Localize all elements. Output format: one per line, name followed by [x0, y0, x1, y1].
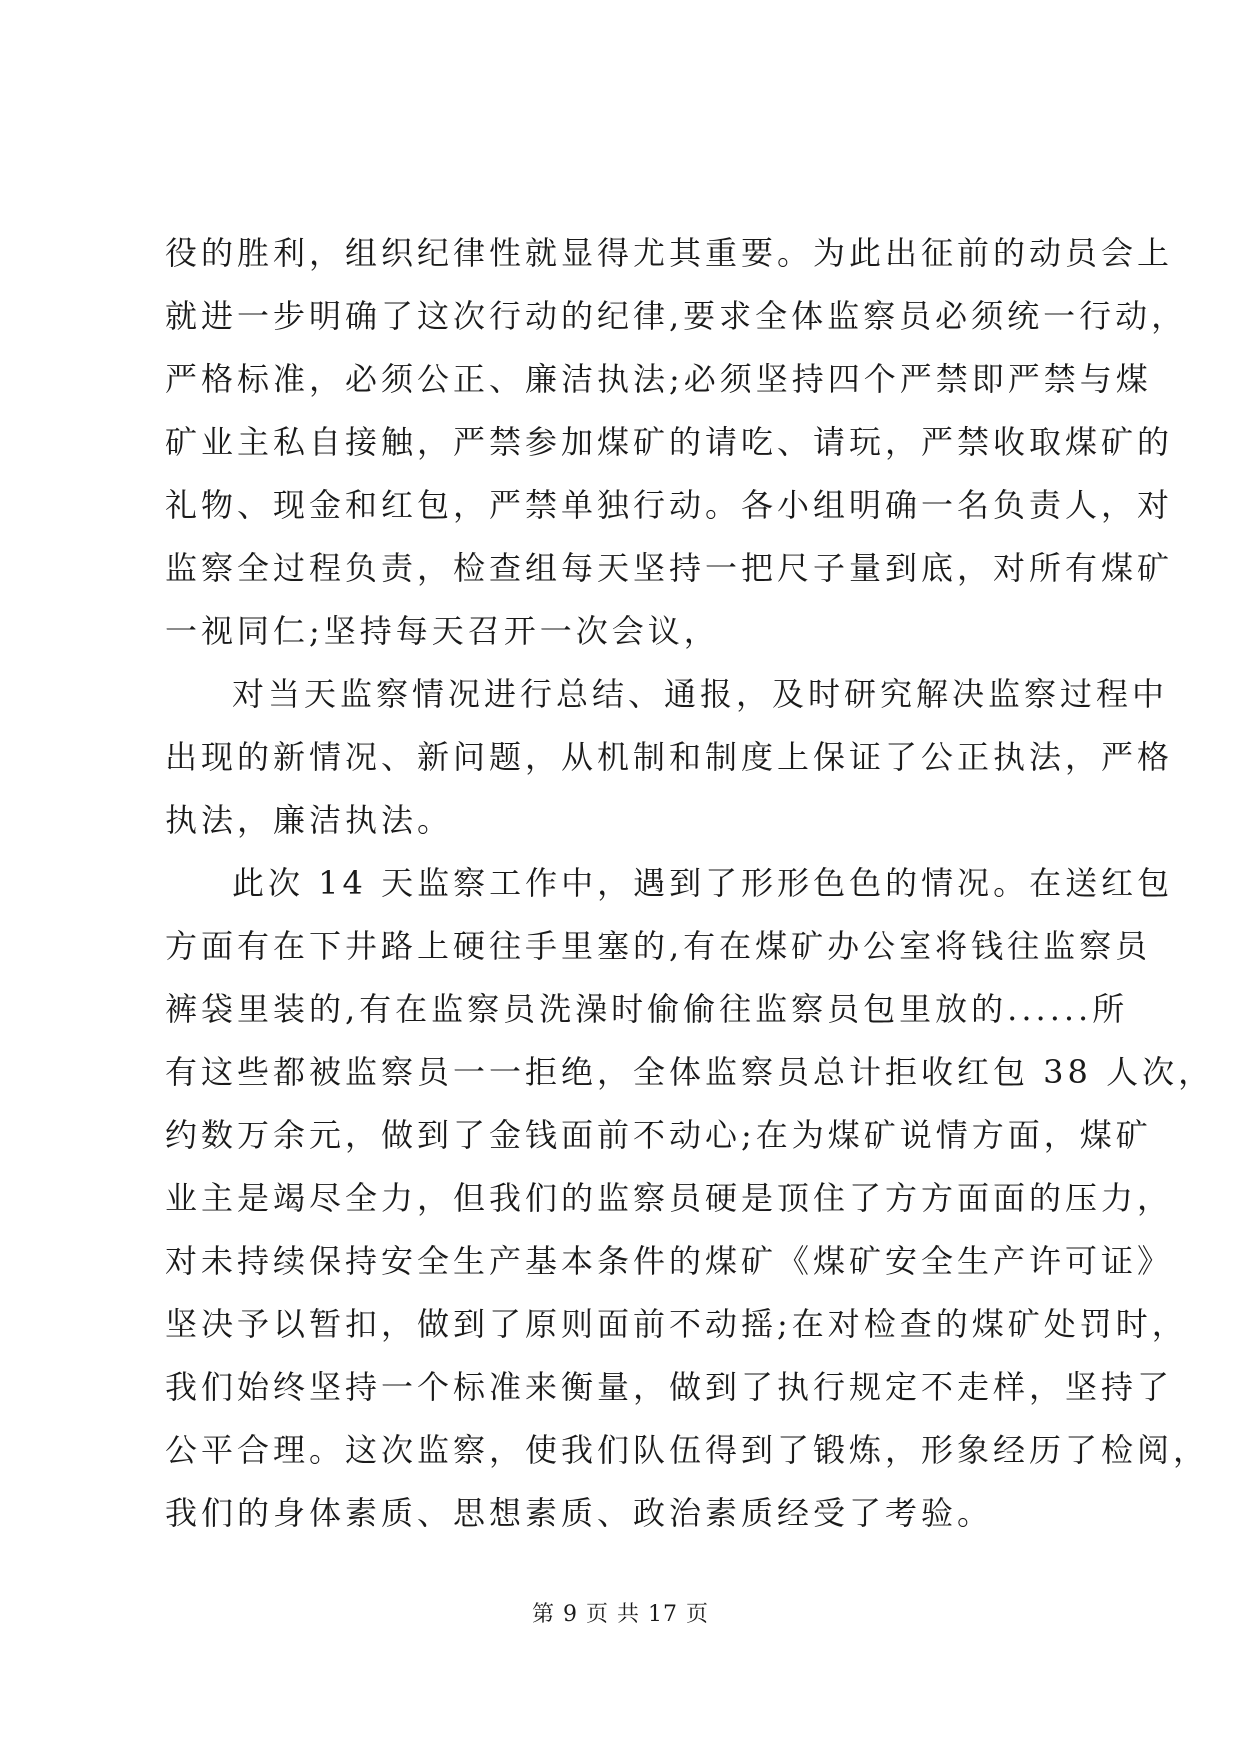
text-line: 我们的身体素质、思想素质、政治素质经受了考验。: [165, 1494, 994, 1532]
text-line: 裤袋里装的,有在监察员洗澡时偷偷往监察员包里放的......所: [165, 990, 1129, 1028]
text-line: 监察全过程负责，检查组每天坚持一把尺子量到底，对所有煤矿: [165, 549, 1174, 587]
text-line: 就进一步明确了这次行动的纪律,要求全体监察员必须统一行动，: [165, 297, 1188, 335]
text-line: 出现的新情况、新问题，从机制和制度上保证了公正执法，严格: [165, 738, 1174, 776]
text-line: 有这些都被监察员一一拒绝，全体监察员总计拒收红包 38 人次，: [165, 1053, 1215, 1091]
paragraph-start-line: 此次 14 天监察工作中，遇到了形形色色的情况。在送红包: [232, 864, 1174, 902]
paragraph-start-line: 对当天监察情况进行总结、通报，及时研究解决监察过程中: [232, 675, 1169, 713]
text-line: 一视同仁;坚持每天召开一次会议，: [165, 612, 720, 650]
text-line: 公平合理。这次监察，使我们队伍得到了锻炼，形象经历了检阅，: [165, 1431, 1210, 1469]
text-line: 严格标准，必须公正、廉洁执法;必须坚持四个严禁即严禁与煤: [165, 360, 1152, 398]
text-line: 业主是竭尽全力，但我们的监察员硬是顶住了方方面面的压力，: [165, 1179, 1174, 1217]
text-line: 约数万余元，做到了金钱面前不动心;在为煤矿说情方面，煤矿: [165, 1116, 1152, 1154]
text-line: 对未持续保持安全生产基本条件的煤矿《煤矿安全生产许可证》: [165, 1242, 1174, 1280]
page-number-footer: 第 9 页 共 17 页: [532, 1602, 709, 1627]
text-line: 礼物、现金和红包，严禁单独行动。各小组明确一名负责人，对: [165, 486, 1174, 524]
text-line: 矿业主私自接触，严禁参加煤矿的请吃、请玩，严禁收取煤矿的: [165, 423, 1174, 461]
text-line: 役的胜利，组织纪律性就显得尤其重要。为此出征前的动员会上: [165, 234, 1174, 272]
text-line: 方面有在下井路上硬往手里塞的,有在煤矿办公室将钱往监察员: [165, 927, 1152, 965]
text-line: 我们始终坚持一个标准来衡量，做到了执行规定不走样，坚持了: [165, 1368, 1174, 1406]
text-line: 坚决予以暂扣，做到了原则面前不动摇;在对检查的煤矿处罚时，: [165, 1305, 1188, 1343]
text-line: 执法，廉洁执法。: [165, 801, 454, 839]
